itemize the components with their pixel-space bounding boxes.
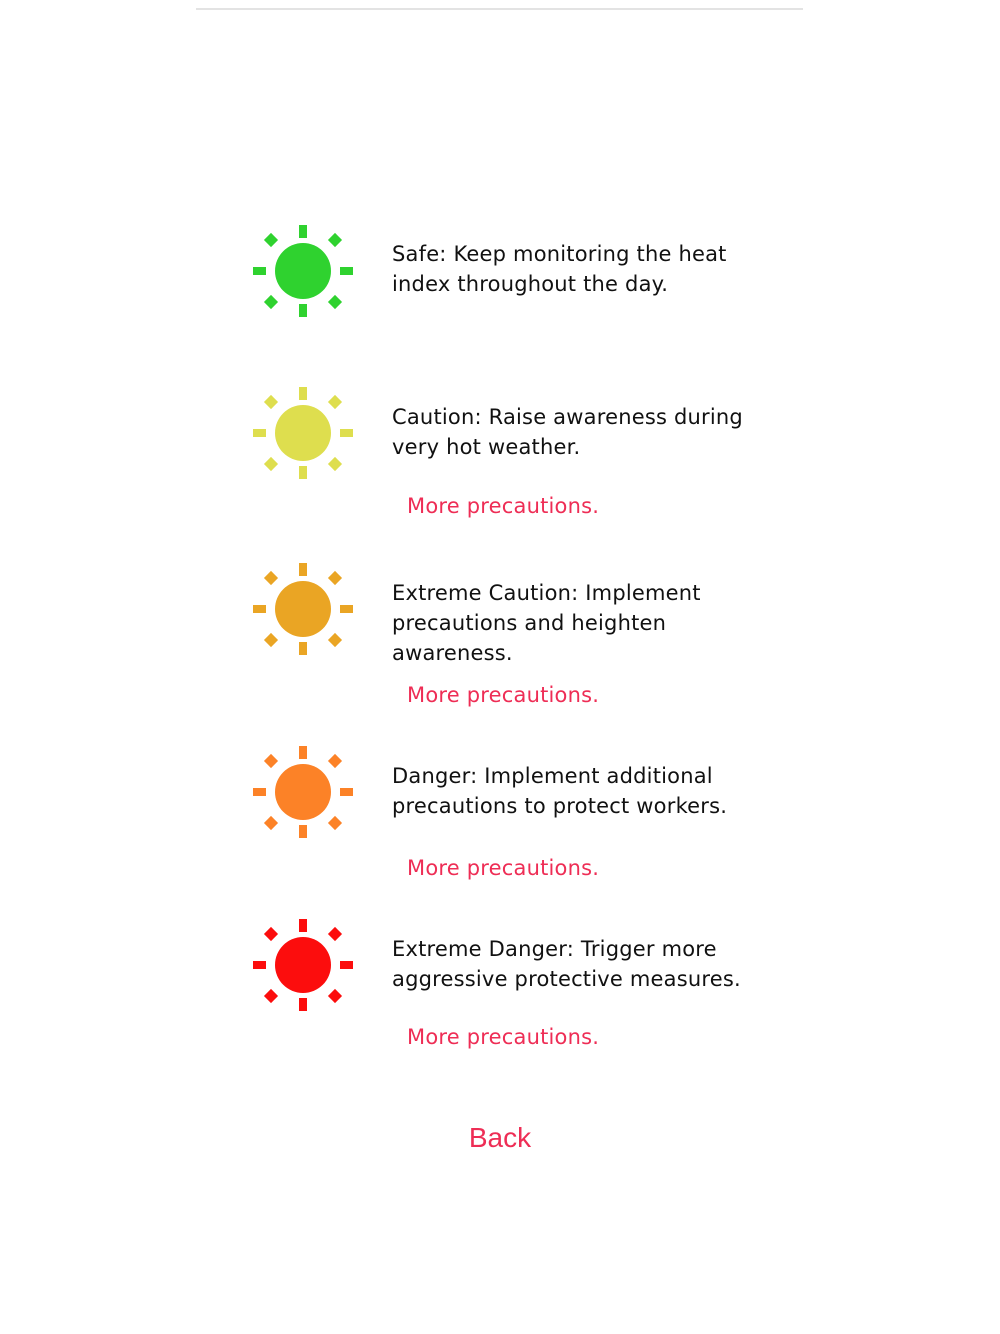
level-caution (0, 383, 1000, 523)
top-divider (196, 8, 803, 10)
more-precautions-link[interactable]: More precautions. (407, 1025, 600, 1049)
level-extreme-caution (0, 559, 1000, 719)
back-button[interactable]: Back (0, 1120, 1000, 1156)
level-description: Danger: Implement additional precautions to protect workers. (392, 764, 728, 818)
level-safe (0, 221, 1000, 331)
level-description: Caution: Raise awareness during very hot weather. (392, 405, 743, 459)
sun-icon (253, 221, 353, 321)
sun-icon (253, 915, 353, 1015)
level-danger (0, 742, 1000, 892)
level-extreme-danger (0, 915, 1000, 1065)
sun-icon (253, 383, 353, 483)
more-precautions-link[interactable]: More precautions. (407, 683, 600, 707)
sun-icon (253, 742, 353, 842)
level-description: Extreme Danger: Trigger more aggressive protective measures. (392, 937, 741, 991)
more-precautions-link[interactable]: More precautions. (407, 494, 600, 518)
level-description: Safe: Keep monitoring the heat index throughout the day. (392, 242, 727, 296)
level-description: Extreme Caution: Implement precautions and heighten awareness. (392, 581, 701, 665)
more-precautions-link[interactable]: More precautions. (407, 856, 600, 880)
sun-icon (253, 559, 353, 659)
